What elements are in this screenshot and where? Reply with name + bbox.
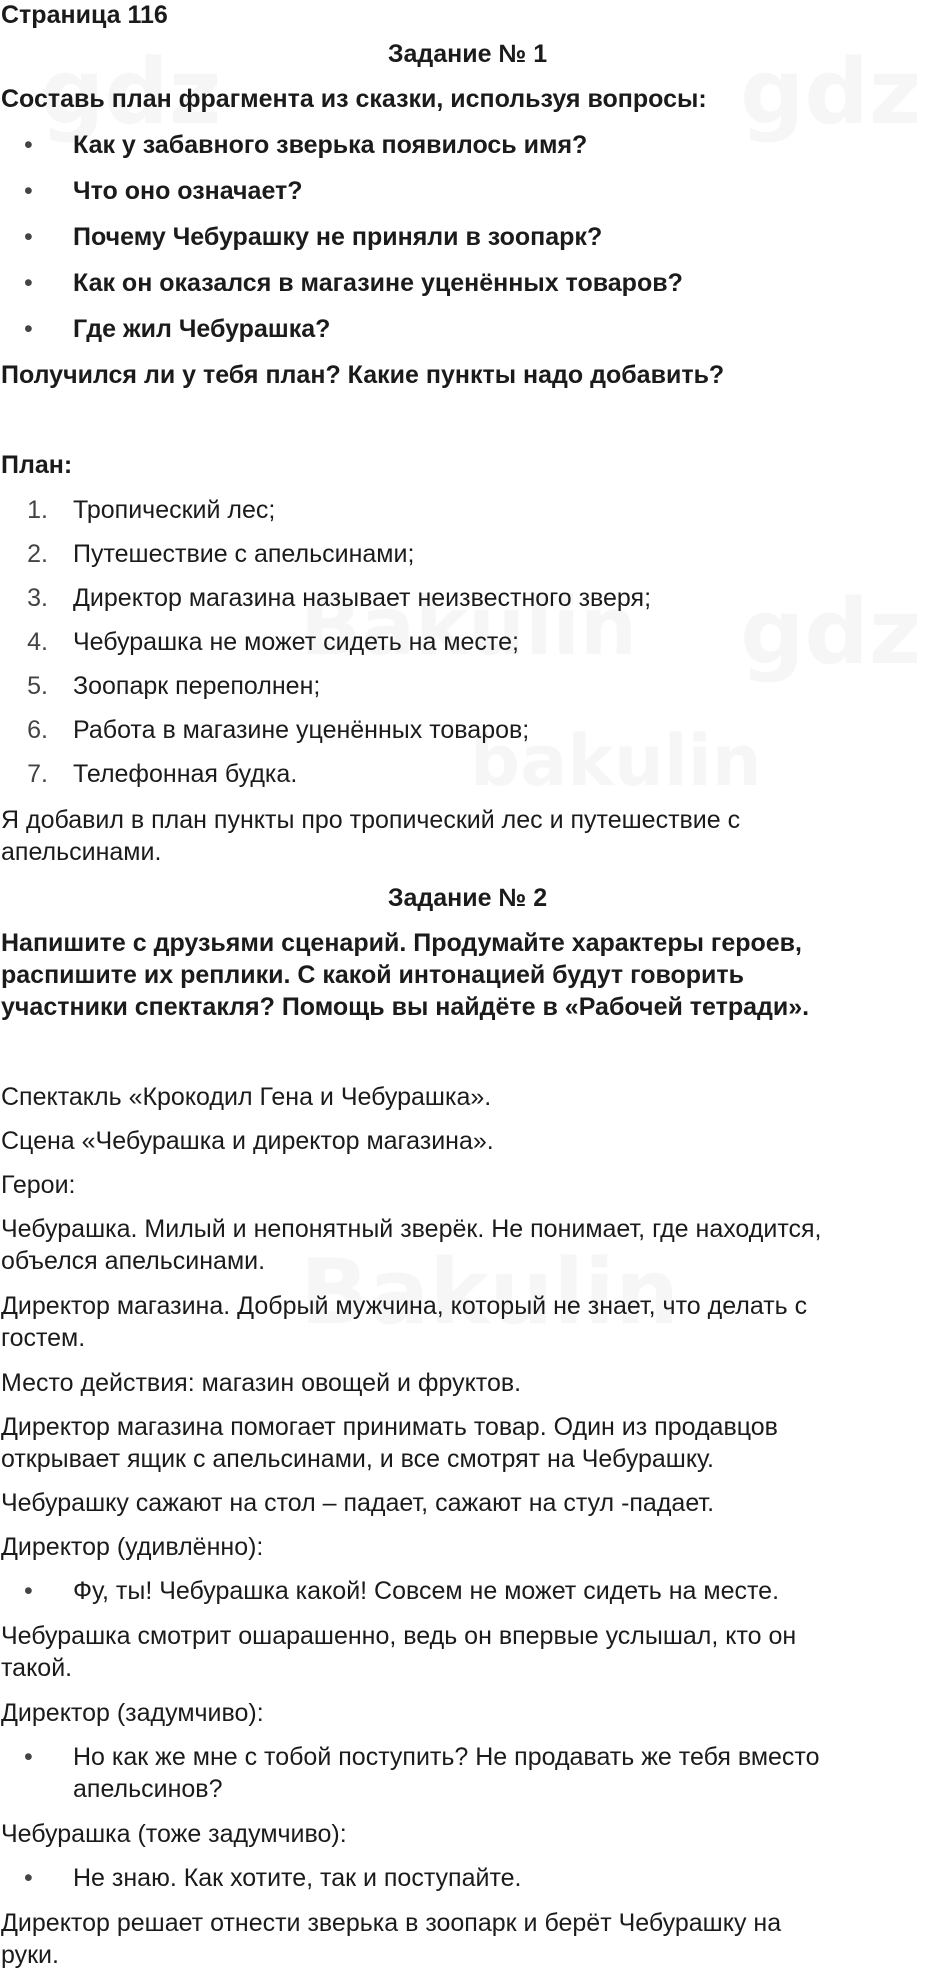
list-number: 5. bbox=[27, 672, 48, 700]
task2-instruction-line: Напишите с друзьями сценарий. Продумайте характеры героев, bbox=[1, 929, 802, 957]
speech-line: Но как же мне с тобой поступить? Не продавать же тебя вместо bbox=[73, 1743, 820, 1771]
speech-line: апельсинов? bbox=[73, 1775, 223, 1803]
bullet-icon: • bbox=[24, 131, 33, 159]
watermark bbox=[740, 580, 921, 685]
list-number: 2. bbox=[27, 540, 48, 568]
place-of-action: Место действия: магазин овощей и фруктов. bbox=[1, 1369, 522, 1397]
list-item: Телефонная будка. bbox=[73, 760, 298, 788]
task1-answer-line: апельсинами. bbox=[1, 838, 162, 866]
speech-line: Фу, ты! Чебурашка какой! Совсем не может сидеть на месте. bbox=[73, 1577, 780, 1605]
list-number: 4. bbox=[27, 628, 48, 656]
stage-direction: Чебурашку сажают на стол – падает, сажают на стул -падает. bbox=[1, 1489, 715, 1517]
bullet-icon: • bbox=[24, 269, 33, 297]
list-item: Чебурашка не может сидеть на месте; bbox=[73, 628, 519, 656]
task1-instruction: Составь план фрагмента из сказки, используя вопросы: bbox=[1, 85, 707, 113]
bullet-icon: • bbox=[24, 223, 33, 251]
hero-description: Чебурашка. Милый и непонятный зверёк. Не понимает, где находится, bbox=[1, 1215, 822, 1243]
list-item: Путешествие с апельсинами; bbox=[73, 540, 415, 568]
list-number: 6. bbox=[27, 716, 48, 744]
plan-label: План: bbox=[1, 451, 73, 479]
task2-instruction-line: участники спектакля? Помощь вы найдёте в «Рабочей тетради». bbox=[1, 993, 810, 1021]
list-number: 3. bbox=[27, 584, 48, 612]
speech-line: Не знаю. Как хотите, так и поступайте. bbox=[73, 1864, 522, 1892]
list-number: 1. bbox=[27, 496, 48, 524]
hero-description: объелся апельсинами. bbox=[1, 1247, 266, 1275]
list-item: Почему Чебурашку не приняли в зоопарк? bbox=[73, 223, 603, 251]
speaker-label: Директор (задумчиво): bbox=[1, 1699, 264, 1727]
list-item: Как он оказался в магазине уценённых товаров? bbox=[73, 269, 683, 297]
list-item: Как у забавного зверька появилось имя? bbox=[73, 131, 588, 159]
task1-followup: Получился ли у тебя план? Какие пункты надо добавить? bbox=[1, 361, 725, 389]
hero-description: Директор магазина. Добрый мужчина, который не знает, что делать с bbox=[1, 1292, 808, 1320]
bullet-icon: • bbox=[24, 1743, 33, 1771]
list-item: Тропический лес; bbox=[73, 496, 276, 524]
stage-direction: Чебурашка смотрит ошарашенно, ведь он впервые услышал, кто он bbox=[1, 1622, 797, 1650]
task1-answer-line: Я добавил в план пункты про тропический лес и путешествие с bbox=[1, 806, 741, 834]
heroes-label: Герои: bbox=[1, 1171, 76, 1199]
list-item: Зоопарк переполнен; bbox=[73, 672, 321, 700]
speaker-label: Директор (удивлённо): bbox=[1, 1533, 264, 1561]
page-label: Страница 116 bbox=[1, 1, 168, 29]
stage-direction: Директор решает отнести зверька в зоопарк и берёт Чебурашку на bbox=[1, 1909, 782, 1937]
speaker-label: Чебурашка (тоже задумчиво): bbox=[1, 1820, 347, 1848]
task2-title: Задание № 2 bbox=[387, 884, 548, 912]
list-item: Что оно означает? bbox=[73, 177, 303, 205]
task1-title: Задание № 1 bbox=[387, 40, 548, 68]
bullet-icon: • bbox=[24, 1864, 33, 1892]
scene-title: Сцена «Чебурашка и директор магазина». bbox=[1, 1127, 494, 1155]
list-item: Где жил Чебурашка? bbox=[73, 315, 331, 343]
stage-direction: Директор магазина помогает принимать товар. Один из продавцов bbox=[1, 1413, 778, 1441]
list-number: 7. bbox=[27, 760, 48, 788]
stage-direction: такой. bbox=[1, 1654, 73, 1682]
bullet-icon: • bbox=[24, 315, 33, 343]
hero-description: гостем. bbox=[1, 1324, 86, 1352]
list-item: Директор магазина называет неизвестного зверя; bbox=[73, 584, 652, 612]
stage-direction: открывает ящик с апельсинами, и все смотрят на Чебурашку. bbox=[1, 1445, 715, 1473]
list-item: Работа в магазине уценённых товаров; bbox=[73, 716, 530, 744]
task2-instruction-line: распишите их реплики. С какой интонацией будут говорить bbox=[1, 961, 745, 989]
bullet-icon: • bbox=[24, 177, 33, 205]
bullet-icon: • bbox=[24, 1577, 33, 1605]
stage-direction: руки. bbox=[1, 1941, 59, 1969]
play-title: Спектакль «Крокодил Гена и Чебурашка». bbox=[1, 1083, 492, 1111]
